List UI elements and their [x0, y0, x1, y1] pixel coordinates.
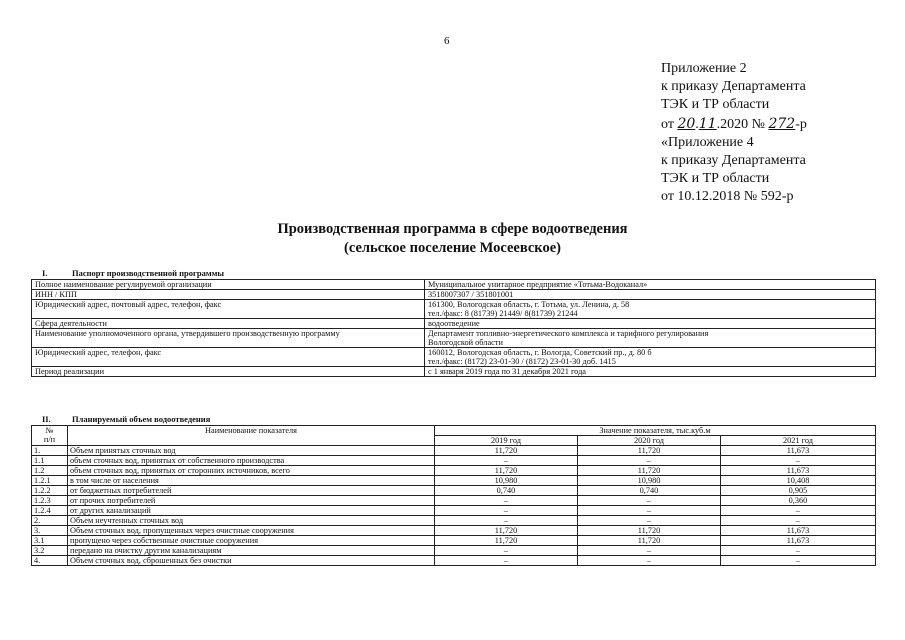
- col-value-header: Значение показателя, тыс.куб.м: [435, 426, 876, 436]
- value-2020: 11,720: [578, 526, 721, 536]
- row-name: от прочих потребителей: [68, 496, 435, 506]
- value-2021: 10,408: [721, 476, 876, 486]
- appendix-date-line: от 20.11.2020 № 272-р: [661, 115, 807, 132]
- year-header: 2019 год: [435, 436, 578, 446]
- table-row: [32, 300, 876, 319]
- table-row: [32, 280, 876, 290]
- title-line: (сельское поселение Мосеевское): [344, 240, 561, 256]
- year-header: 2021 год: [721, 436, 876, 446]
- handwritten-number: 272: [768, 115, 796, 132]
- value-2019: –: [435, 496, 578, 506]
- passport-label: Сфера деятельности: [32, 319, 425, 329]
- section2-number: II.: [42, 414, 51, 424]
- table-row: [32, 466, 876, 476]
- handwritten-day: 20: [677, 115, 696, 132]
- document-title: [0, 220, 905, 258]
- appendix-line: к приказу Департамента: [661, 153, 806, 169]
- handwritten-month: 11: [698, 115, 717, 132]
- row-number: 1.2.1: [32, 476, 68, 486]
- row-number: 3.1: [32, 536, 68, 546]
- value-2019: 11,720: [435, 446, 578, 456]
- value-2020: –: [578, 456, 721, 466]
- row-name: от других канализаций: [68, 506, 435, 516]
- row-number: 1.2.4: [32, 506, 68, 516]
- value-2021: 11,673: [721, 526, 876, 536]
- table-row: [32, 486, 876, 496]
- value-2020: –: [578, 506, 721, 516]
- passport-value: 3518007307 / 351801001: [425, 290, 876, 300]
- row-name: от бюджетных потребителей: [68, 486, 435, 496]
- value-2019: –: [435, 456, 578, 466]
- table-row: [32, 546, 876, 556]
- table-row: [32, 516, 876, 526]
- value-2020: 0,740: [578, 486, 721, 496]
- page-number: 6: [444, 35, 450, 47]
- year-header: 2020 год: [578, 436, 721, 446]
- value-2021: 0,360: [721, 496, 876, 506]
- section1-heading: [42, 268, 224, 278]
- value-2020: –: [578, 516, 721, 526]
- row-name: Объем неучтенных сточных вод: [68, 516, 435, 526]
- section1-title: Паспорт производственной программы: [72, 268, 225, 278]
- passport-value: 161300, Вологодская область, г. Тотьма, ул. Ленина, д. 58 тел./факс: 8 (81739) 21449/ 8(81739) 21244: [425, 300, 876, 319]
- appendix-line: ТЭК и ТР области: [661, 171, 770, 187]
- passport-label: Период реализации: [32, 367, 425, 377]
- row-name: Объем принятых сточных вод: [68, 446, 435, 456]
- value-2020: 10,980: [578, 476, 721, 486]
- table-row: [32, 536, 876, 546]
- row-name: объем сточных вод, принятых от сторонних источников, всего: [68, 466, 435, 476]
- value-2019: 11,720: [435, 536, 578, 546]
- passport-label: ИНН / КПП: [32, 290, 425, 300]
- section1-number: I.: [42, 268, 48, 278]
- value-2019: 11,720: [435, 526, 578, 536]
- row-name: в том числе от населения: [68, 476, 435, 486]
- row-name: передано на очистку другим канализациям: [68, 546, 435, 556]
- value-2019: –: [435, 556, 578, 566]
- table-row: [32, 348, 876, 367]
- row-name: Объем сточных вод, пропущенных через очистные сооружения: [68, 526, 435, 536]
- passport-label: Юридический адрес, почтовый адрес, телефон, факс: [32, 300, 425, 319]
- table-row: [32, 556, 876, 566]
- col-name-header: Наименование показателя: [68, 426, 435, 446]
- value-2021: –: [721, 556, 876, 566]
- appendix-line: от 10.12.2018 № 592-р: [661, 189, 794, 205]
- passport-label: Полное наименование регулируемой организации: [32, 280, 425, 290]
- value-2019: 10,980: [435, 476, 578, 486]
- passport-table: [31, 279, 876, 377]
- value-2020: 11,720: [578, 466, 721, 476]
- value-2021: 11,673: [721, 466, 876, 476]
- row-number: 1.2.3: [32, 496, 68, 506]
- value-2021: –: [721, 516, 876, 526]
- row-number: 2.: [32, 516, 68, 526]
- table-row: [32, 506, 876, 516]
- passport-label: Наименование уполномоченного органа, утвердившего производственную программу: [32, 329, 425, 348]
- value-2019: –: [435, 516, 578, 526]
- appendix-line: ТЭК и ТР области: [661, 97, 770, 113]
- value-2021: 11,673: [721, 446, 876, 456]
- row-name: пропущено через собственные очистные сооружения: [68, 536, 435, 546]
- appendix-block: [661, 60, 807, 207]
- value-2020: –: [578, 546, 721, 556]
- appendix-date-prefix: от: [661, 116, 674, 132]
- passport-value: Муниципальное унитарное предприятие «Тотьма-Водоканал»: [425, 280, 876, 290]
- row-number: 3.2: [32, 546, 68, 556]
- row-number: 1.2.2: [32, 486, 68, 496]
- col-number-header: № п/п: [32, 426, 68, 446]
- value-2020: 11,720: [578, 536, 721, 546]
- passport-value: 160012, Вологодская область, г. Вологда, Советский пр., д. 80 б тел./факс: (8172) 23-01-30 / (8172) 23-01-30 доб. 1415: [425, 348, 876, 367]
- table-row: [32, 496, 876, 506]
- value-2021: 11,673: [721, 536, 876, 546]
- row-number: 1.2: [32, 466, 68, 476]
- appendix-year: .2020 №: [716, 116, 765, 132]
- value-2019: 11,720: [435, 466, 578, 476]
- section2-heading: [42, 414, 210, 424]
- value-2021: –: [721, 456, 876, 466]
- section2-title: Планируемый объем водоотведения: [72, 414, 211, 424]
- value-2021: 0,905: [721, 486, 876, 496]
- appendix-line: «Приложение 4: [661, 134, 754, 150]
- appendix-line: Приложение 2: [661, 61, 747, 76]
- row-name: объем сточных вод, принятых от собственного производства: [68, 456, 435, 466]
- appendix-suffix: -р: [795, 116, 807, 132]
- passport-value: с 1 января 2019 года по 31 декабря 2021 года: [425, 367, 876, 377]
- volume-table: [31, 425, 876, 566]
- value-2019: –: [435, 506, 578, 516]
- table-row: [32, 319, 876, 329]
- value-2020: –: [578, 496, 721, 506]
- value-2019: –: [435, 546, 578, 556]
- table-row: [32, 476, 876, 486]
- value-2019: 0,740: [435, 486, 578, 496]
- table-row: [32, 526, 876, 536]
- row-name: Объем сточных вод, сброшенных без очистки: [68, 556, 435, 566]
- table-row: [32, 329, 876, 348]
- passport-label: Юридический адрес, телефон, факс: [32, 348, 425, 367]
- title-line: Производственная программа в сфере водоотведения: [277, 221, 628, 237]
- value-2020: –: [578, 556, 721, 566]
- table-header-row: [32, 426, 876, 436]
- row-number: 3.: [32, 526, 68, 536]
- appendix-line: к приказу Департамента: [661, 79, 806, 95]
- passport-value: водоотведение: [425, 319, 876, 329]
- passport-value: Департамент топливно-энергетического комплекса и тарифного регулирования Вологодской области: [425, 329, 876, 348]
- row-number: 1.: [32, 446, 68, 456]
- table-row: [32, 446, 876, 456]
- table-row: [32, 456, 876, 466]
- value-2021: –: [721, 546, 876, 556]
- row-number: 4.: [32, 556, 68, 566]
- value-2021: –: [721, 506, 876, 516]
- row-number: 1.1: [32, 456, 68, 466]
- table-row: [32, 367, 876, 377]
- table-row: [32, 290, 876, 300]
- value-2020: 11,720: [578, 446, 721, 456]
